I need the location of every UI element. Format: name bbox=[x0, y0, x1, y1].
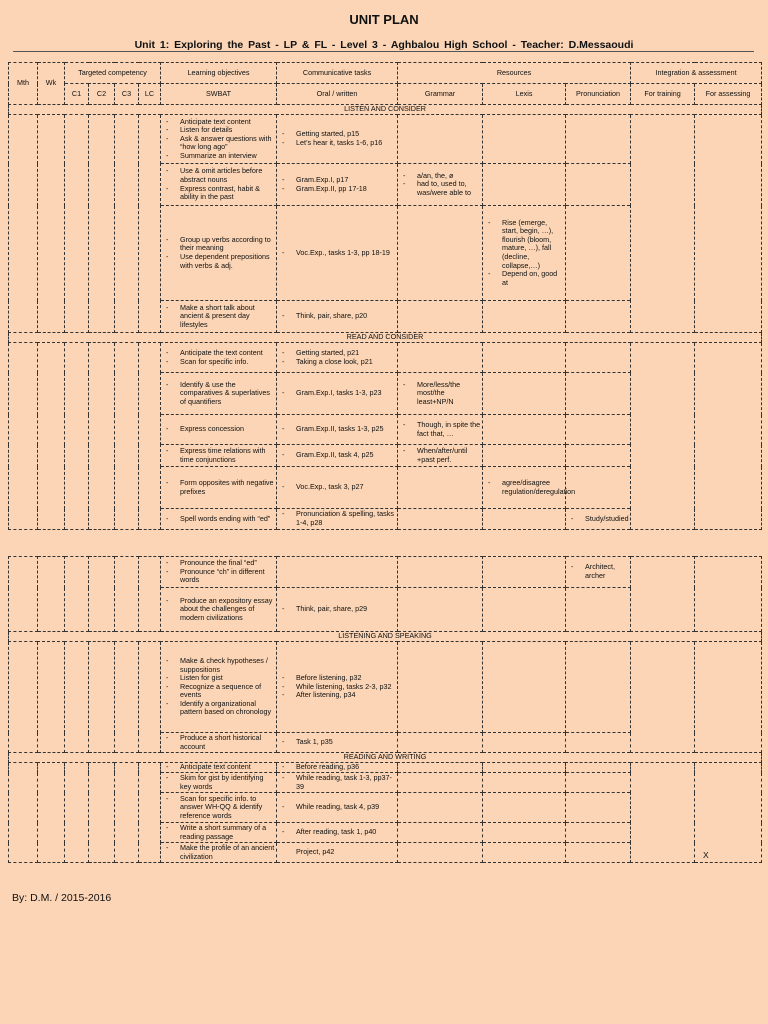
tasks-cell bbox=[277, 557, 398, 588]
bullet-item: - Produce a short historical account bbox=[180, 734, 275, 751]
objectives-cell bbox=[161, 343, 277, 373]
assessing-cell bbox=[695, 343, 762, 530]
training-cell bbox=[631, 763, 695, 863]
bullet-list bbox=[484, 477, 576, 496]
bullet-item: - Spell words ending with “ed” bbox=[180, 515, 275, 524]
header-integration-assessment: Integration & assessment bbox=[631, 63, 762, 84]
bullet-list bbox=[278, 483, 396, 492]
bullet-list bbox=[162, 167, 275, 201]
bullet-list bbox=[278, 130, 396, 147]
section-listen-and-consider: LISTEN AND CONSIDER bbox=[9, 105, 762, 115]
bullet-item: - Write a short summary of a reading passage bbox=[180, 824, 275, 841]
week-cell bbox=[38, 343, 65, 530]
bullet-list bbox=[278, 803, 396, 812]
bullet-item: - Make & check hypotheses / suppositions bbox=[180, 657, 275, 674]
unit-plan-table-2 bbox=[8, 556, 762, 863]
tasks-cell bbox=[277, 164, 398, 206]
bullet-list bbox=[162, 795, 275, 821]
lexis-cell bbox=[483, 301, 566, 333]
pronunciation-cell bbox=[566, 823, 631, 843]
bullet-list bbox=[278, 763, 396, 772]
grammar-cell bbox=[398, 445, 483, 467]
c2-cell bbox=[89, 763, 115, 863]
grammar-cell bbox=[398, 823, 483, 843]
bullet-item: - Voc.Exp., tasks 1-3, pp 18-19 bbox=[296, 249, 396, 258]
bullet-list bbox=[399, 172, 481, 198]
bullet-item: - a/an, the, ø bbox=[417, 172, 481, 181]
bullet-list bbox=[162, 734, 275, 751]
grammar-cell bbox=[398, 773, 483, 793]
header-c2: C2 bbox=[89, 84, 115, 105]
bullet-item: - Gram.Exp.II, pp 17-18 bbox=[296, 185, 396, 194]
bullet-item: - Use dependent prepositions with verbs & adj. bbox=[180, 253, 275, 270]
c3-cell bbox=[115, 642, 139, 753]
lexis-cell bbox=[483, 642, 566, 733]
bullet-item: - Scan for specific info. bbox=[180, 358, 275, 367]
bullet-list bbox=[278, 605, 396, 614]
lexis-cell bbox=[483, 773, 566, 793]
bullet-list bbox=[278, 674, 396, 700]
training-cell bbox=[631, 642, 695, 753]
objectives-cell bbox=[161, 206, 277, 301]
bullet-item: - Pronounce “ch” in different words bbox=[180, 568, 275, 585]
c3-cell bbox=[115, 115, 139, 333]
tasks-cell bbox=[277, 773, 398, 793]
bullet-list bbox=[278, 510, 396, 527]
c3-cell bbox=[115, 343, 139, 530]
c2-cell bbox=[89, 115, 115, 333]
bullet-list bbox=[162, 824, 275, 841]
bullet-item: - Let’s hear it, tasks 1-6, p16 bbox=[296, 139, 396, 148]
bullet-list bbox=[162, 447, 275, 464]
bullet-list bbox=[399, 381, 481, 407]
lc-cell bbox=[139, 642, 161, 753]
objectives-cell bbox=[161, 373, 277, 415]
week-cell bbox=[38, 642, 65, 753]
bullet-list bbox=[278, 312, 396, 321]
objectives-cell bbox=[161, 733, 277, 753]
lexis-cell bbox=[483, 733, 566, 753]
header-oral-written: Oral / written bbox=[277, 84, 398, 105]
bullet-list bbox=[162, 236, 275, 270]
pronunciation-cell bbox=[566, 343, 631, 373]
month-cell bbox=[9, 763, 38, 863]
bullet-list bbox=[278, 828, 396, 837]
grammar-cell bbox=[398, 301, 483, 333]
bullet-item: - Listen for gist bbox=[180, 674, 275, 683]
title-divider bbox=[13, 51, 754, 52]
tasks-cell bbox=[277, 301, 398, 333]
objectives-cell bbox=[161, 588, 277, 632]
tasks-cell bbox=[277, 642, 398, 733]
pronunciation-cell bbox=[566, 373, 631, 415]
bullet-item: - Scan for specific info. to answer WH-QQ & identify reference words bbox=[180, 795, 275, 821]
tasks-cell bbox=[277, 843, 398, 863]
grammar-cell bbox=[398, 793, 483, 823]
bullet-list bbox=[162, 559, 275, 585]
grammar-cell bbox=[398, 733, 483, 753]
pronunciation-cell bbox=[566, 642, 631, 733]
bullet-list bbox=[278, 425, 396, 434]
bullet-list bbox=[162, 118, 275, 161]
bullet-item: - Architect, archer bbox=[585, 563, 629, 580]
grammar-cell bbox=[398, 642, 483, 733]
bullet-item: - Gram.Exp.II, task 4, p25 bbox=[296, 451, 396, 460]
month-cell bbox=[9, 557, 38, 632]
bullet-item: - After listening, p34 bbox=[296, 691, 396, 700]
pronunciation-cell bbox=[566, 301, 631, 333]
c3-cell bbox=[115, 763, 139, 863]
pronunciation-cell bbox=[566, 115, 631, 164]
unit-subtitle: Unit 1: Exploring the Past - LP & FL - Level 3 - Aghbalou High School - Teacher: D.Messaoudi bbox=[134, 39, 634, 51]
tasks-cell bbox=[277, 115, 398, 164]
bullet-item: - While listening, tasks 2-3, p32 bbox=[296, 683, 396, 692]
header-lc: LC bbox=[139, 84, 161, 105]
bullet-list bbox=[278, 249, 396, 258]
tasks-cell bbox=[277, 343, 398, 373]
section-listening-and-speaking: LISTENING AND SPEAKING bbox=[9, 632, 762, 642]
tasks-cell bbox=[277, 763, 398, 773]
week-cell bbox=[38, 763, 65, 863]
month-cell bbox=[9, 642, 38, 753]
lexis-cell bbox=[483, 823, 566, 843]
lexis-cell bbox=[483, 793, 566, 823]
lc-cell bbox=[139, 343, 161, 530]
objectives-cell bbox=[161, 773, 277, 793]
tasks-cell bbox=[277, 733, 398, 753]
lexis-cell bbox=[483, 445, 566, 467]
lexis-cell bbox=[483, 115, 566, 164]
lexis-cell bbox=[483, 343, 566, 373]
bullet-item: - Think, pair, share, p20 bbox=[296, 312, 396, 321]
lexis-cell bbox=[483, 509, 566, 530]
bullet-item: - Skim for gist by identifying key words bbox=[180, 774, 275, 791]
bullet-item: - Though, in spite the fact that, … bbox=[417, 421, 481, 438]
bullet-list bbox=[399, 421, 481, 438]
assessing-cell bbox=[695, 763, 762, 863]
grammar-cell bbox=[398, 115, 483, 164]
header-communicative-tasks: Communicative tasks bbox=[277, 63, 398, 84]
c1-cell bbox=[65, 115, 89, 333]
training-cell bbox=[631, 557, 695, 632]
bullet-item: - had to, used to, was/were able to bbox=[417, 180, 481, 197]
bullet-item: - Pronunciation & spelling, tasks 1-4, p28 bbox=[296, 510, 396, 527]
bullet-list bbox=[162, 425, 275, 434]
objectives-cell bbox=[161, 823, 277, 843]
c2-cell bbox=[89, 557, 115, 632]
bullet-item: - When/after/until +past perf. bbox=[417, 447, 481, 464]
pronunciation-cell bbox=[566, 763, 631, 773]
bullet-item: - Express concession bbox=[180, 425, 275, 434]
bullet-list bbox=[278, 451, 396, 460]
assessment-mark: X bbox=[703, 850, 709, 860]
tasks-cell bbox=[277, 793, 398, 823]
bullet-item: - Gram.Exp.I, p17 bbox=[296, 176, 396, 185]
grammar-cell bbox=[398, 557, 483, 588]
objectives-cell bbox=[161, 509, 277, 530]
tasks-cell bbox=[277, 509, 398, 530]
grammar-cell bbox=[398, 206, 483, 301]
bullet-list bbox=[567, 515, 629, 524]
bullet-item: - Group up verbs according to their meaning bbox=[180, 236, 275, 253]
grammar-cell bbox=[398, 763, 483, 773]
header-week: Wk bbox=[38, 63, 65, 105]
c1-cell bbox=[65, 343, 89, 530]
c1-cell bbox=[65, 557, 89, 632]
lexis-cell bbox=[483, 843, 566, 863]
objectives-cell bbox=[161, 843, 277, 863]
bullet-item: - Before listening, p32 bbox=[296, 674, 396, 683]
bullet-item: - Rise (emerge, start, begin, …), flourish (bloom, mature, …), fall (decline, collapse,…) bbox=[502, 219, 564, 271]
bullet-list bbox=[162, 381, 275, 407]
bullet-item: - Listen for details bbox=[180, 126, 275, 135]
training-cell bbox=[631, 343, 695, 530]
tasks-cell bbox=[277, 415, 398, 445]
pronunciation-cell bbox=[566, 843, 631, 863]
assessing-cell bbox=[695, 642, 762, 753]
objectives-cell bbox=[161, 557, 277, 588]
objectives-cell bbox=[161, 445, 277, 467]
pronunciation-cell bbox=[566, 415, 631, 445]
lexis-cell bbox=[483, 557, 566, 588]
bullet-list bbox=[278, 176, 396, 193]
bullet-item: - Study/studied bbox=[585, 515, 629, 524]
bullet-item: - While reading, task 1-3, pp37-39 bbox=[296, 774, 396, 791]
tasks-cell bbox=[277, 588, 398, 632]
assessing-cell bbox=[695, 115, 762, 333]
c2-cell bbox=[89, 343, 115, 530]
lc-cell bbox=[139, 763, 161, 863]
objectives-cell bbox=[161, 642, 277, 733]
lexis-cell bbox=[483, 206, 566, 301]
tasks-cell bbox=[277, 823, 398, 843]
bullet-list bbox=[162, 349, 275, 366]
assessing-cell bbox=[695, 557, 762, 632]
header-swbat: SWBAT bbox=[161, 84, 277, 105]
header-lexis: Lexis bbox=[483, 84, 566, 105]
bullet-item: - Anticipate the text content bbox=[180, 349, 275, 358]
c1-cell bbox=[65, 763, 89, 863]
bullet-item: - Gram.Exp.II, tasks 1-3, p25 bbox=[296, 425, 396, 434]
header-grammar: Grammar bbox=[398, 84, 483, 105]
bullet-list bbox=[162, 479, 275, 496]
lc-cell bbox=[139, 557, 161, 632]
pronunciation-cell bbox=[566, 164, 631, 206]
week-cell bbox=[38, 115, 65, 333]
bullet-item: - More/less/the most/the least+NP/N bbox=[417, 381, 481, 407]
bullet-item: - Depend on, good at bbox=[502, 270, 564, 287]
bullet-item: - Anticipate text content bbox=[180, 763, 275, 772]
bullet-list bbox=[278, 349, 396, 366]
header-for-training: For training bbox=[631, 84, 695, 105]
bullet-list bbox=[484, 219, 564, 288]
bullet-item: - Pronounce the final “ed” bbox=[180, 559, 275, 568]
bullet-item: - Gram.Exp.I, tasks 1-3, p23 bbox=[296, 389, 396, 398]
bullet-item: - Think, pair, share, p29 bbox=[296, 605, 396, 614]
grammar-cell bbox=[398, 415, 483, 445]
page-title: UNIT PLAN bbox=[349, 12, 419, 27]
lexis-cell bbox=[483, 467, 576, 509]
grammar-cell bbox=[398, 373, 483, 415]
bullet-item: - Form opposites with negative prefixes bbox=[180, 479, 275, 496]
pronunciation-cell bbox=[566, 793, 631, 823]
pronunciation-cell bbox=[566, 588, 631, 632]
bullet-list bbox=[162, 774, 275, 791]
section-read-and-consider: READ AND CONSIDER bbox=[9, 333, 762, 343]
c3-cell bbox=[115, 557, 139, 632]
bullet-item: - Before reading, p36 bbox=[296, 763, 396, 772]
month-cell bbox=[9, 343, 38, 530]
bullet-list bbox=[162, 844, 275, 861]
bullet-item: - Use & omit articles before abstract nouns bbox=[180, 167, 275, 184]
objectives-cell bbox=[161, 793, 277, 823]
c1-cell bbox=[65, 642, 89, 753]
bullet-list bbox=[399, 447, 481, 464]
pronunciation-cell bbox=[566, 445, 631, 467]
header-for-assessing: For assessing bbox=[695, 84, 762, 105]
bullet-list bbox=[162, 597, 275, 623]
grammar-cell bbox=[398, 164, 483, 206]
lexis-cell bbox=[483, 415, 566, 445]
pronunciation-cell bbox=[566, 206, 631, 301]
tasks-cell bbox=[277, 467, 398, 509]
bullet-list bbox=[162, 657, 275, 717]
bullet-list bbox=[567, 563, 629, 580]
bullet-item: - Express time relations with time conjunctions bbox=[180, 447, 275, 464]
month-cell bbox=[9, 115, 38, 333]
training-cell bbox=[631, 115, 695, 333]
c2-cell bbox=[89, 642, 115, 753]
header-month: Mth bbox=[9, 63, 38, 105]
unit-plan-table-1 bbox=[8, 62, 762, 530]
bullet-list bbox=[162, 304, 275, 330]
bullet-item: - Getting started, p15 bbox=[296, 130, 396, 139]
objectives-cell bbox=[161, 415, 277, 445]
tasks-cell bbox=[277, 445, 398, 467]
bullet-item: - Getting started, p21 bbox=[296, 349, 396, 358]
bullet-list bbox=[162, 763, 275, 772]
header-targeted-competency: Targeted competency bbox=[65, 63, 161, 84]
bullet-item: - Voc.Exp., task 3, p27 bbox=[296, 483, 396, 492]
objectives-cell bbox=[161, 763, 277, 773]
bullet-item: - agree/disagree regulation/deregulation bbox=[502, 479, 564, 496]
bullet-item: - Identify a organizational pattern based on chronology bbox=[180, 700, 275, 717]
tasks-cell bbox=[277, 373, 398, 415]
task-text: Project, p42 bbox=[296, 847, 335, 857]
grammar-cell bbox=[398, 843, 483, 863]
pronunciation-cell bbox=[566, 557, 631, 588]
header-resources: Resources bbox=[398, 63, 631, 84]
grammar-cell bbox=[398, 509, 483, 530]
bullet-item: - Taking a close look, p21 bbox=[296, 358, 396, 367]
pronunciation-cell bbox=[566, 467, 631, 509]
bullet-item: - After reading, task 1, p40 bbox=[296, 828, 396, 837]
pronunciation-cell bbox=[566, 733, 631, 753]
bullet-item: - Summarize an interview bbox=[180, 152, 275, 161]
grammar-cell bbox=[398, 467, 483, 509]
grammar-cell bbox=[398, 588, 483, 632]
lc-cell bbox=[139, 115, 161, 333]
footer-credit: By: D.M. / 2015-2016 bbox=[12, 892, 112, 904]
header-c1: C1 bbox=[65, 84, 89, 105]
bullet-item: - Identify & use the comparatives & superlatives of quantifiers bbox=[180, 381, 275, 407]
lexis-cell bbox=[483, 588, 566, 632]
bullet-list bbox=[162, 515, 275, 524]
objectives-cell bbox=[161, 301, 277, 333]
lexis-cell bbox=[483, 763, 566, 773]
grammar-cell bbox=[398, 343, 483, 373]
pronunciation-cell bbox=[566, 773, 631, 793]
header-pronunciation: Pronunciation bbox=[566, 84, 631, 105]
objectives-cell bbox=[161, 115, 277, 164]
lexis-cell bbox=[483, 373, 566, 415]
bullet-item: - While reading, task 4, p39 bbox=[296, 803, 396, 812]
tasks-cell bbox=[277, 206, 398, 301]
objectives-cell bbox=[161, 164, 277, 206]
header-learning-objectives: Learning objectives bbox=[161, 63, 277, 84]
bullet-list bbox=[278, 774, 396, 791]
lexis-cell bbox=[483, 164, 566, 206]
bullet-item: - Produce an expository essay about the challenges of modern civilizations bbox=[180, 597, 275, 623]
bullet-item: - Task 1, p35 bbox=[296, 738, 396, 747]
bullet-item: - Recognize a sequence of events bbox=[180, 683, 275, 700]
bullet-item: - Ask & answer questions with “how long ago” bbox=[180, 135, 275, 152]
pronunciation-cell bbox=[566, 509, 631, 530]
bullet-list bbox=[278, 738, 396, 747]
objectives-cell bbox=[161, 467, 277, 509]
bullet-item: - Make the profile of an ancient civilization bbox=[180, 844, 275, 861]
section-reading-and-writing: READING AND WRITING bbox=[9, 753, 762, 763]
bullet-item: - Express contrast, habit & ability in the past bbox=[180, 185, 275, 202]
week-cell bbox=[38, 557, 65, 632]
bullet-list bbox=[278, 389, 396, 398]
bullet-item: - Anticipate text content bbox=[180, 118, 275, 127]
header-c3: C3 bbox=[115, 84, 139, 105]
bullet-item: - Make a short talk about ancient & present day lifestyles bbox=[180, 304, 275, 330]
